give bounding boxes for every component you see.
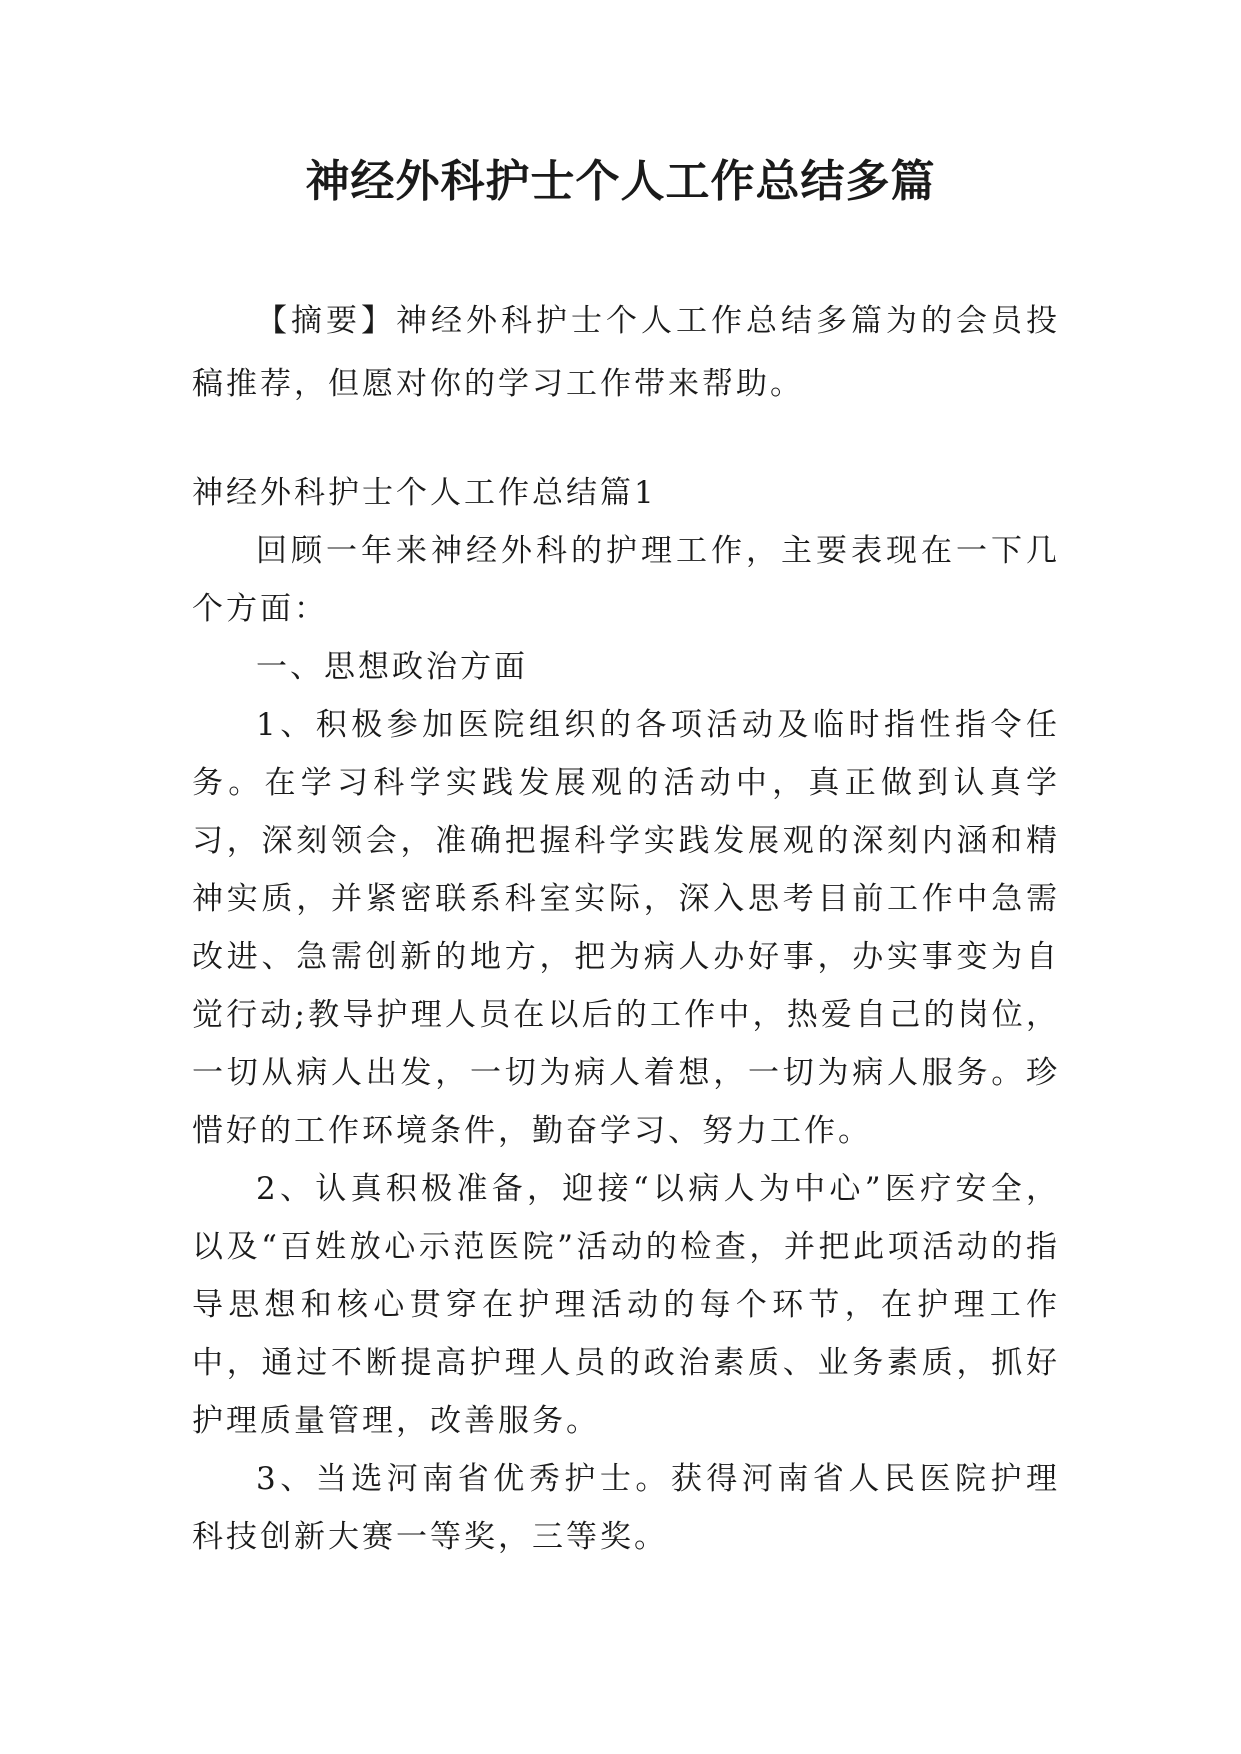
subheading-paragraph: 一、思想政治方面 (256, 649, 528, 685)
paragraph: 1、积极参加医院组织的各项活动及临时指性指令任务。在学习科学实践发展观的活动中，真正做到认真学习，深刻领会，准确把握科学实践发展观的深刻内涵和精神实质，并紧密联系科室实际，深入思考目前工作中急需改进、急需创新的地方，把为病人办好事，办实事变为自觉行动;教导护理人员在以后的工作中，热爱自己的岗位，一切从病人出发，一切为病人着想，一切为病人服务。珍惜好的工作环境条件，勤奋学习、努力工作。 (192, 707, 1060, 1149)
section-heading: 神经外科护士个人工作总结篇1 (192, 475, 657, 511)
abstract-paragraph: 【摘要】神经外科护士个人工作总结多篇为的会员投稿推荐，但愿对你的学习工作带来帮助。 (192, 303, 1060, 402)
paragraph: 回顾一年来神经外科的护理工作，主要表现在一下几个方面： (192, 533, 1060, 627)
paragraph: 3、当选河南省优秀护士。获得河南省人民医院护理科技创新大赛一等奖，三等奖。 (192, 1461, 1060, 1555)
document-title: 神经外科护士个人工作总结多篇 (305, 156, 936, 207)
paragraph: 2、认真积极准备，迎接“以病人为中心”医疗安全，以及“百姓放心示范医院”活动的检查，并把此项活动的指导思想和核心贯穿在护理活动的每个环节，在护理工作中，通过不断提高护理人员的政治素质、业务素质，抓好护理质量管理，改善服务。 (192, 1171, 1060, 1439)
